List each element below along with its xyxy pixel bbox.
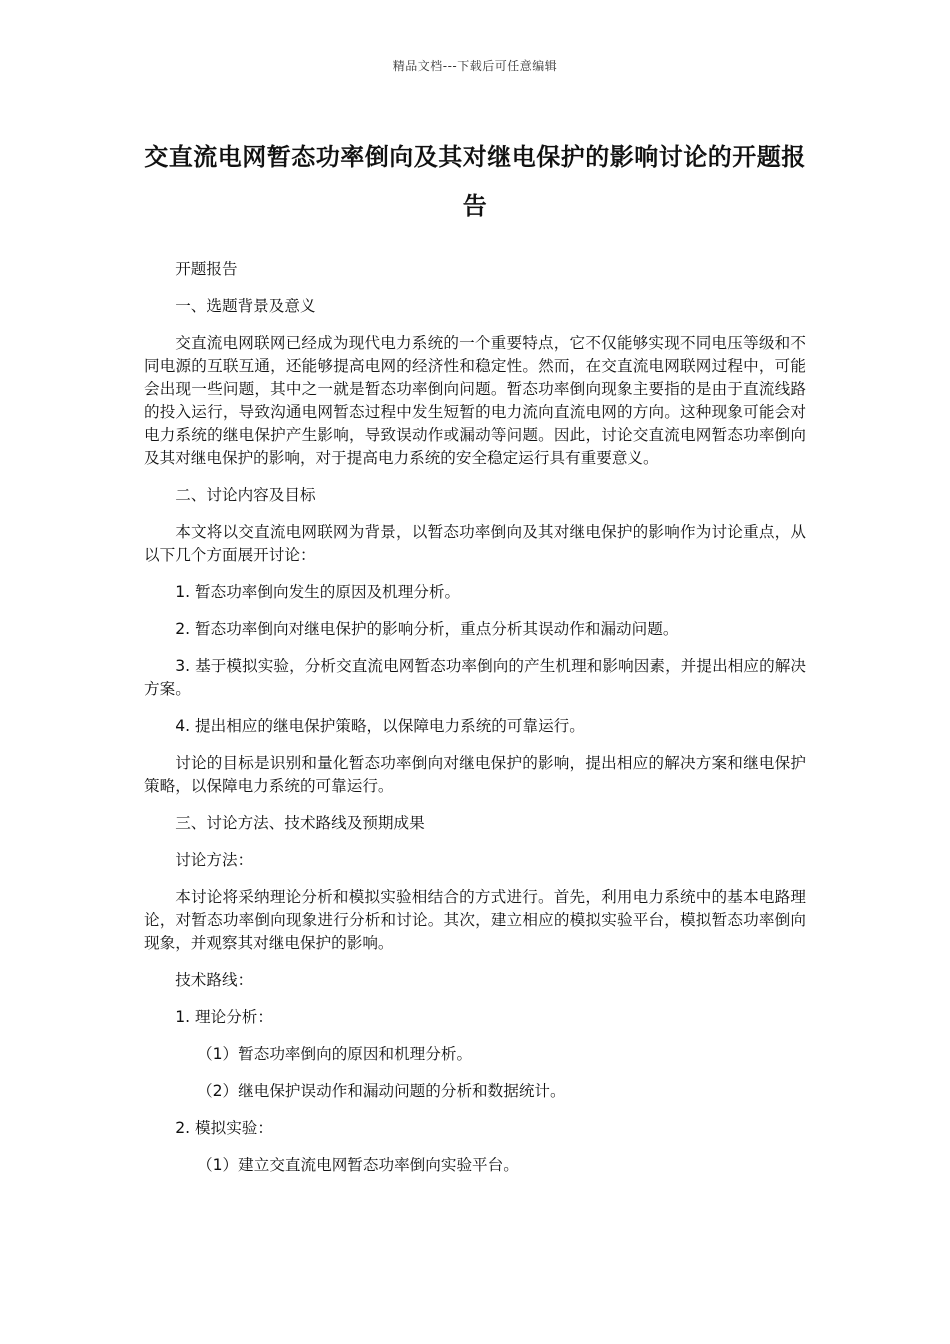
section-heading-method: 三、讨论方法、技术路线及预期成果 <box>175 814 425 832</box>
list-item-route-2: 2. 模拟实验： <box>175 1119 273 1137</box>
document-title: 交直流电网暂态功率倒向及其对继电保护的影响讨论的开题报告 <box>144 143 806 220</box>
sub-item-route-1-2: （2）继电保护误动作和漏动问题的分析和数据统计。 <box>197 1082 566 1100</box>
paragraph-content-intro: 本文将以交直流电网联网为背景，以暂态功率倒向及其对继电保护的影响作为讨论重点，从以下几个方面展开讨论： <box>144 523 806 564</box>
section-heading-background: 一、选题背景及意义 <box>175 297 316 315</box>
paragraph-method-label: 讨论方法： <box>175 851 254 869</box>
list-item-content-2: 2. 暂态功率倒向对继电保护的影响分析，重点分析其误动作和漏动问题。 <box>175 620 679 638</box>
sub-item-route-2-1: （1）建立交直流电网暂态功率倒向实验平台。 <box>197 1156 519 1174</box>
list-item-content-3: 3. 基于模拟实验，分析交直流电网暂态功率倒向的产生机理和影响因素，并提出相应的解决方案。 <box>144 657 806 698</box>
section-heading-content: 二、讨论内容及目标 <box>175 486 316 504</box>
paragraph-goal: 讨论的目标是识别和量化暂态功率倒向对继电保护的影响，提出相应的解决方案和继电保护策略，以保障电力系统的可靠运行。 <box>144 754 806 795</box>
paragraph-background: 交直流电网联网已经成为现代电力系统的一个重要特点，它不仅能够实现不同电压等级和不同电源的互联互通，还能够提高电网的经济性和稳定性。然而，在交直流电网联网过程中，可能会出现一些问题，其中之一就是暂态功率倒向问题。暂态功率倒向现象主要指的是由于直流线路的投入运行，导致沟通电网暂态过程中发生短暂的电力流向直流电网的方向。这种现象可能会对电力系统的继电保护产生影响，导致误动作或漏动等问题。因此，讨论交直流电网暂态功率倒向及其对继电保护的影响，对于提高电力系统的安全稳定运行具有重要意义。 <box>144 334 806 467</box>
paragraph-report-label: 开题报告 <box>175 260 238 278</box>
sub-item-route-1-1: （1）暂态功率倒向的原因和机理分析。 <box>197 1045 473 1063</box>
page-header-note: 精品文档---下载后可任意编辑 <box>392 59 558 73</box>
list-item-content-1: 1. 暂态功率倒向发生的原因及机理分析。 <box>175 583 461 601</box>
paragraph-method: 本讨论将采纳理论分析和模拟实验相结合的方式进行。首先，利用电力系统中的基本电路理论，对暂态功率倒向现象进行分析和讨论。其次，建立相应的模拟实验平台，模拟暂态功率倒向现象，并观察其对继电保护的影响。 <box>144 888 806 952</box>
list-item-route-1: 1. 理论分析： <box>175 1008 273 1026</box>
list-item-content-4: 4. 提出相应的继电保护策略，以保障电力系统的可靠运行。 <box>175 717 585 735</box>
document-body <box>144 258 806 1191</box>
paragraph-route-label: 技术路线： <box>175 971 254 989</box>
